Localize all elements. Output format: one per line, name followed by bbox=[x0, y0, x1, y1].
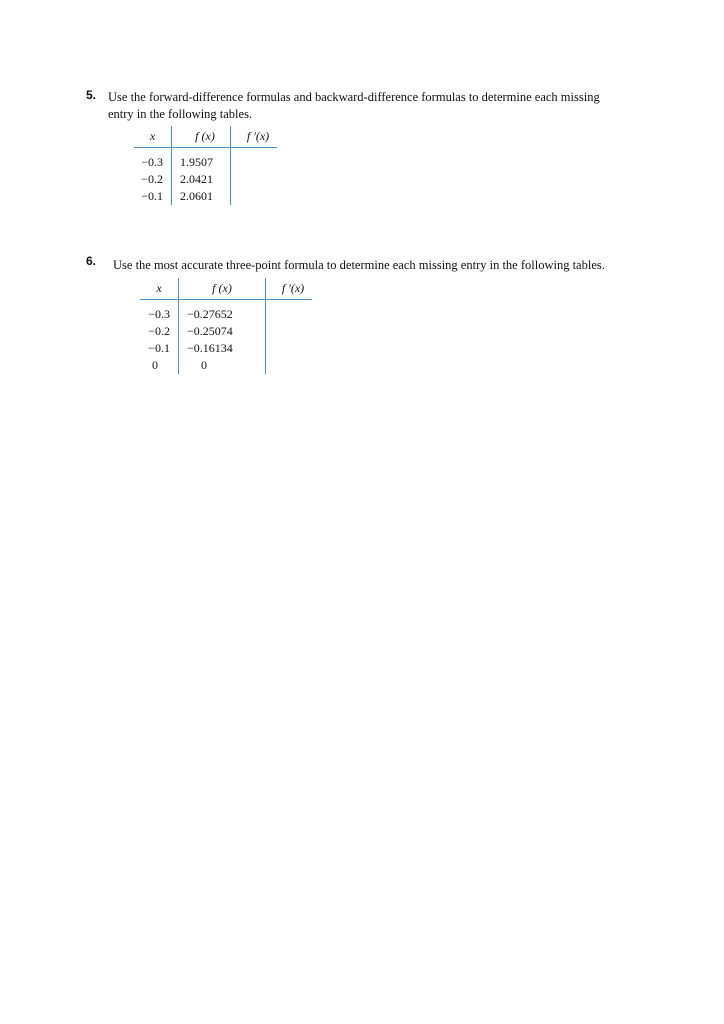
cell-x: −0.2 bbox=[148, 324, 170, 338]
cell-fx: 0 bbox=[179, 357, 266, 374]
cell-x: −0.1 bbox=[141, 189, 163, 203]
table-row bbox=[140, 323, 312, 340]
cell-fx: −0.27652 bbox=[179, 300, 266, 324]
cell-x: −0.2 bbox=[141, 172, 163, 186]
data-table bbox=[134, 126, 277, 205]
header-x: x bbox=[140, 278, 179, 300]
cell-x: −0.3 bbox=[148, 307, 170, 321]
cell-x: 0 bbox=[152, 358, 158, 372]
cell-x: −0.1 bbox=[148, 341, 170, 355]
cell-fx: 2.0601 bbox=[172, 188, 231, 205]
problem-6 bbox=[86, 254, 686, 372]
table-row bbox=[134, 188, 277, 205]
table-header-row bbox=[134, 126, 277, 148]
table-row bbox=[134, 148, 277, 172]
cell-x: −0.3 bbox=[141, 155, 163, 169]
cell-fx: 2.0421 bbox=[172, 171, 231, 188]
table-header-row bbox=[140, 278, 312, 300]
cell-fx: 1.9507 bbox=[172, 148, 231, 172]
header-x: x bbox=[134, 126, 172, 148]
header-fx: f (x) bbox=[179, 278, 266, 300]
problem-number: 5. bbox=[86, 88, 97, 102]
header-fx: f (x) bbox=[172, 126, 231, 148]
cell-fx: −0.16134 bbox=[179, 340, 266, 357]
cell-fx: −0.25074 bbox=[179, 323, 266, 340]
cell-fprime bbox=[231, 171, 278, 188]
table-row bbox=[140, 357, 312, 374]
cell-fprime bbox=[266, 300, 313, 324]
statement-line-1: Use the most accurate three-point formula to determine each missing entry in the following tables. bbox=[113, 258, 605, 272]
header-fprime: f ′(x) bbox=[266, 278, 313, 300]
problem-5 bbox=[86, 88, 666, 203]
table-row bbox=[140, 340, 312, 357]
statement-line-2: entry in the following tables. bbox=[108, 107, 253, 121]
cell-fprime bbox=[266, 357, 313, 374]
problem-statement bbox=[108, 88, 666, 123]
data-table bbox=[140, 278, 312, 374]
header-fprime: f ′(x) bbox=[231, 126, 278, 148]
cell-fprime bbox=[266, 323, 313, 340]
table-row bbox=[140, 300, 312, 324]
statement-line-1: Use the forward-difference formulas and backward-difference formulas to determine each missing bbox=[108, 90, 600, 104]
table-row bbox=[134, 171, 277, 188]
cell-fprime bbox=[266, 340, 313, 357]
problem-statement bbox=[113, 254, 686, 274]
problem-number: 6. bbox=[86, 254, 97, 268]
cell-fprime bbox=[231, 188, 278, 205]
cell-fprime bbox=[231, 148, 278, 172]
